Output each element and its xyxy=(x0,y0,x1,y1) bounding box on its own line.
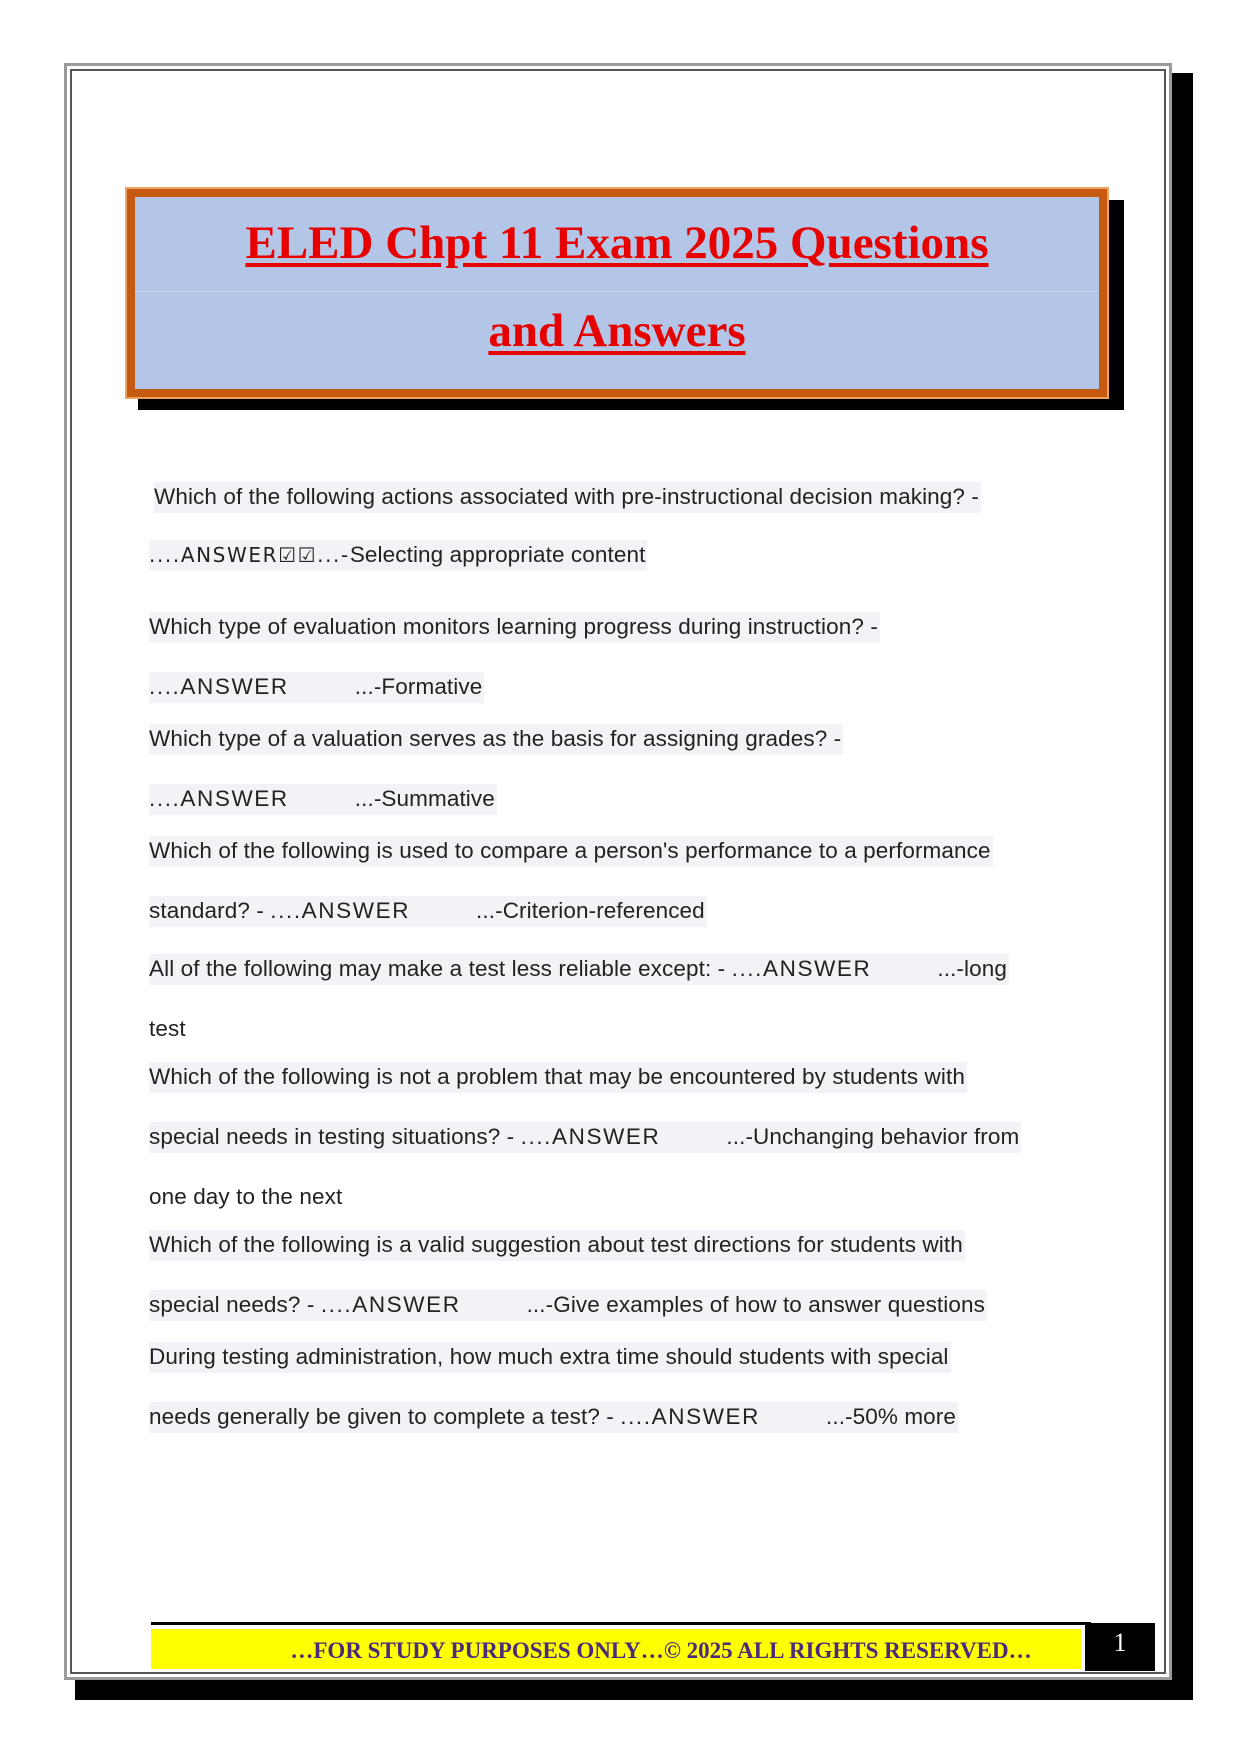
answer-prefix: ...- xyxy=(476,898,503,923)
question-line xyxy=(149,712,1089,772)
footer-notice: …FOR STUDY PURPOSES ONLY…© 2025 ALL RIGHTS RESERVED… xyxy=(151,1629,1081,1669)
answer-prefix: ...- xyxy=(826,1404,853,1429)
answer-line xyxy=(149,1110,1089,1170)
qa-item xyxy=(149,600,1089,712)
qa-item xyxy=(149,824,1089,942)
answer-prefix: ...- xyxy=(726,1124,754,1149)
answer-text: Formative xyxy=(381,674,483,699)
answer-marker: ....ANSWER xyxy=(270,898,411,923)
answer-line xyxy=(149,1170,1089,1218)
question-line xyxy=(149,942,1089,1002)
question-text: Which type of a valuation serves as the basis for assigning grades? - xyxy=(149,724,843,755)
answer-marker: ....ANSWER☑☑...- xyxy=(149,543,350,567)
qa-item xyxy=(149,1218,1089,1330)
qa-item-answer xyxy=(149,528,1089,600)
answer-line xyxy=(149,884,1089,942)
title-divider xyxy=(135,291,1099,292)
answer-marker: ....ANSWER xyxy=(520,1124,661,1149)
title-banner xyxy=(127,189,1107,397)
question-line xyxy=(149,1050,1089,1110)
answer-text-continued: test xyxy=(149,1016,186,1041)
question-text-continued: needs generally be given to complete a test? - xyxy=(149,1404,621,1429)
answer-marker: ....ANSWER xyxy=(149,674,289,699)
answer-prefix: ...- xyxy=(354,674,382,699)
question-line xyxy=(149,1330,1089,1390)
question-text: During testing administration, how much extra time should students with special xyxy=(149,1342,951,1373)
page-number: 1 xyxy=(1085,1623,1155,1671)
answer-prefix: ...- xyxy=(354,786,382,811)
answer-text: Unchanging behavior from xyxy=(753,1124,1020,1149)
question-text: Which of the following is a valid suggestion about test directions for students with xyxy=(149,1230,965,1261)
question-text-continued: special needs in testing situations? - xyxy=(149,1124,521,1149)
answer-text: Criterion-referenced xyxy=(502,898,705,923)
question-text: Which of the following is used to compare a person's performance to a performance xyxy=(149,836,993,867)
question-text-continued: special needs? - xyxy=(149,1292,321,1317)
qa-item xyxy=(154,470,1089,530)
question-line xyxy=(149,600,1089,660)
answer-prefix: ...- xyxy=(937,956,965,981)
question-text: Which type of evaluation monitors learning progress during instruction? - xyxy=(149,612,880,643)
answer-marker: ....ANSWER xyxy=(620,1404,760,1429)
qa-item xyxy=(149,1050,1089,1218)
question-text-continued: standard? - xyxy=(149,898,271,923)
qa-item xyxy=(149,942,1089,1050)
answer-text: Summative xyxy=(381,786,495,811)
answer-line xyxy=(149,772,1089,824)
answer-line xyxy=(149,1278,1089,1330)
answer-marker: ....ANSWER xyxy=(320,1292,461,1317)
qa-item xyxy=(149,712,1089,824)
answer-marker: ....ANSWER xyxy=(149,786,289,811)
answer-text: 50% more xyxy=(852,1404,957,1429)
answer-text: Give examples of how to answer questions xyxy=(553,1292,985,1317)
question-text: Which of the following actions associated with pre-instructional decision making? - xyxy=(154,482,981,513)
qa-list xyxy=(149,470,1089,1450)
answer-text-continued: one day to the next xyxy=(149,1184,343,1209)
page-title xyxy=(135,197,1099,375)
title-line-1: ELED Chpt 11 Exam 2025 Questions xyxy=(245,217,989,269)
answer-text: Selecting appropriate content xyxy=(349,542,646,567)
qa-item xyxy=(149,1330,1089,1450)
answer-line xyxy=(149,1390,1089,1450)
footer-rule xyxy=(151,1622,1091,1625)
title-line-2: and Answers xyxy=(488,305,746,357)
question-text: Which of the following is not a problem that may be encountered by students with xyxy=(149,1062,967,1093)
answer-line xyxy=(149,528,1089,600)
answer-text: long xyxy=(964,956,1007,981)
question-text: All of the following may make a test less reliable except: - xyxy=(149,956,732,981)
question-line xyxy=(149,1218,1089,1278)
question-line xyxy=(149,824,1089,884)
answer-marker: ....ANSWER xyxy=(731,956,872,981)
answer-line xyxy=(149,660,1089,712)
answer-line xyxy=(149,1002,1089,1050)
question-line xyxy=(154,470,1089,530)
answer-prefix: ...- xyxy=(526,1292,554,1317)
